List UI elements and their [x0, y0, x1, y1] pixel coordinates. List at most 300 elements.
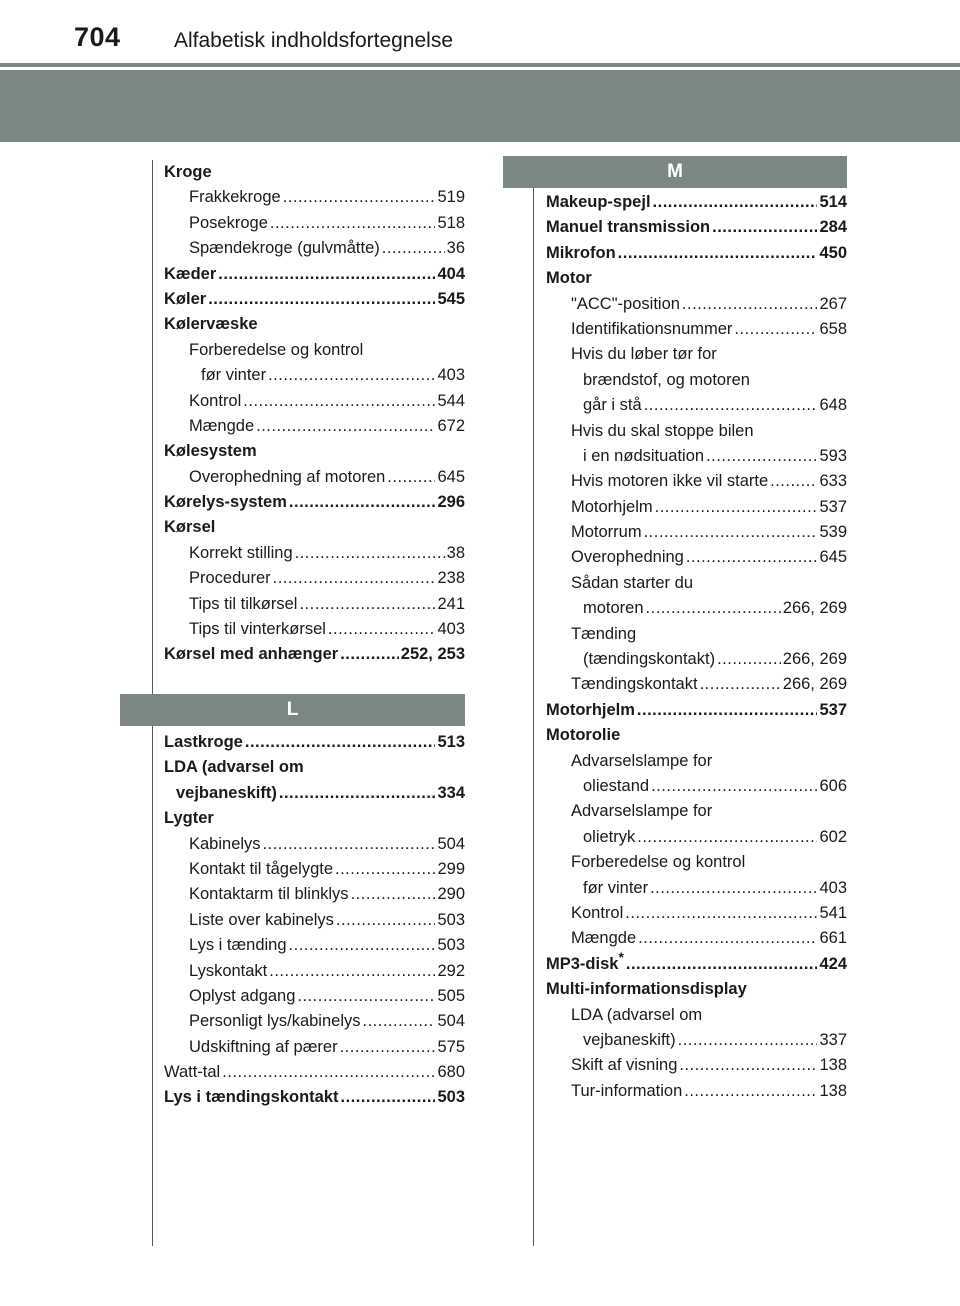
index-entry [546, 342, 847, 367]
entry-page: 513 [437, 733, 465, 751]
dot-leader [646, 596, 781, 621]
entry-term-text: Motorhjelm [571, 497, 653, 516]
dot-leader [679, 1053, 817, 1078]
entry-term [189, 211, 268, 236]
dot-leader [222, 1060, 435, 1085]
index-entry [546, 368, 847, 393]
entry-term-text: Kontaktarm til blinklys [189, 885, 349, 904]
dot-leader [684, 1079, 817, 1104]
index-entry [164, 959, 465, 984]
index-entry [546, 799, 847, 824]
entry-page: 503 [437, 910, 465, 929]
index-entry [164, 806, 465, 831]
entry-term-text: Advarselslampe for [571, 751, 713, 770]
dot-leader [655, 495, 818, 520]
entry-term [189, 857, 333, 882]
entry-page: 503 [437, 1088, 465, 1107]
entry-term-text: Lyskontakt [189, 961, 268, 980]
dot-leader [712, 215, 817, 240]
entry-term-text: olietryk [583, 827, 636, 846]
index-entry [546, 774, 847, 799]
index-entry [546, 952, 847, 977]
dot-leader [651, 774, 817, 799]
entry-term [164, 1085, 339, 1110]
entry-page: 606 [819, 776, 847, 795]
entry-term-text: oliestand [583, 776, 650, 795]
dot-leader [341, 1085, 436, 1110]
dot-leader [387, 465, 435, 490]
entry-term-text: Tips til vinterkørsel [189, 620, 326, 639]
entry-term [189, 882, 349, 907]
entry-term [546, 215, 710, 240]
entry-term [189, 414, 254, 439]
index-entry [546, 190, 847, 215]
entry-term-text: Tænding [571, 624, 637, 643]
entry-term-text: Forberedelse og kontrol [571, 853, 746, 872]
entry-term-text: MP3-disk [546, 954, 619, 973]
entry-term [164, 160, 212, 185]
entry-term [546, 190, 651, 215]
entry-term-text: Lys i tænding [189, 936, 287, 955]
entry-term [164, 490, 287, 515]
entry-term [571, 520, 642, 545]
index-entry [546, 622, 847, 647]
dot-leader [336, 908, 436, 933]
index-entry [546, 1079, 847, 1104]
index-entry [164, 566, 465, 591]
dot-leader [340, 642, 399, 667]
index-entry [546, 317, 847, 342]
index-entry [546, 698, 847, 723]
index-entry [164, 1009, 465, 1034]
index-entry [164, 160, 465, 185]
entry-term-text: Hvis du skal stoppe bilen [571, 421, 754, 440]
index-entry [164, 755, 465, 780]
entry-page: 658 [819, 319, 847, 338]
entry-term-text: Kølervæske [164, 315, 258, 334]
entry-page: 541 [819, 903, 847, 922]
index-entry [546, 850, 847, 875]
dot-leader [256, 414, 435, 439]
entry-page: 645 [819, 548, 847, 567]
entry-term [189, 465, 385, 490]
index-entry [164, 730, 465, 755]
entry-term-text: Kontrol [571, 903, 624, 922]
entry-page: 241 [437, 594, 465, 613]
entry-term-text: Overophedning af motoren [189, 467, 386, 486]
index-entry [164, 414, 465, 439]
entry-term [571, 571, 693, 596]
index-entry [164, 490, 465, 515]
dot-leader [297, 984, 435, 1009]
header-banner [0, 70, 960, 142]
index-entry [164, 1035, 465, 1060]
column-divider-right [533, 175, 534, 1246]
entry-term-text: vejbaneskift) [583, 1030, 676, 1049]
entry-page: 518 [437, 213, 465, 232]
index-entry [164, 882, 465, 907]
entry-term [176, 781, 277, 806]
dot-leader [283, 185, 436, 210]
entry-term [189, 832, 261, 857]
index-entry [164, 185, 465, 210]
entry-term [583, 393, 642, 418]
index-entry [546, 1053, 847, 1078]
entry-term-text: vejbaneskift) [176, 783, 277, 802]
dot-leader [351, 882, 436, 907]
entry-term-text: Motor [546, 269, 592, 288]
entry-term [189, 933, 287, 958]
entry-term [164, 312, 258, 337]
entry-page: 284 [819, 218, 847, 237]
entry-term [583, 774, 649, 799]
dot-leader [263, 832, 436, 857]
entry-term-text: Advarselslampe for [571, 802, 713, 821]
entry-term [164, 287, 206, 312]
entry-page: 296 [437, 493, 465, 512]
entry-term-text: Identifikationsnummer [571, 319, 733, 338]
entry-term [546, 952, 624, 977]
index-entry [546, 926, 847, 951]
entry-term [571, 292, 680, 317]
section-letter-m: M [503, 156, 847, 188]
index-entry [164, 211, 465, 236]
index-entry [546, 545, 847, 570]
entry-page: 138 [819, 1056, 847, 1075]
dot-leader [245, 730, 436, 755]
entry-page: 504 [437, 1012, 465, 1031]
entry-page: 648 [819, 396, 847, 415]
entry-term [583, 1028, 676, 1053]
entry-term [546, 977, 747, 1002]
entry-term [583, 596, 644, 621]
entry-term [189, 908, 334, 933]
index-entry [164, 541, 465, 566]
entry-term-text: Lygter [164, 809, 214, 828]
index-entry [546, 876, 847, 901]
entry-term [571, 622, 636, 647]
entry-term-text: Overophedning [571, 548, 684, 567]
entry-term [583, 876, 648, 901]
entry-term [571, 672, 698, 697]
dot-leader [644, 520, 818, 545]
entry-term-text: Procedurer [189, 569, 271, 588]
entry-page: 403 [819, 878, 847, 897]
entry-page: 519 [437, 188, 465, 207]
index-entry [164, 933, 465, 958]
dot-leader [770, 469, 817, 494]
entry-term [571, 799, 712, 824]
entry-term-text: Kontakt til tågelygte [189, 859, 334, 878]
entry-term [571, 317, 732, 342]
entry-page: 537 [819, 700, 847, 719]
index-entry [546, 520, 847, 545]
entry-page: 290 [437, 885, 465, 904]
index-entry [164, 389, 465, 414]
index-entry [546, 292, 847, 317]
entry-page: 505 [437, 986, 465, 1005]
dot-leader [638, 926, 817, 951]
entry-page: 504 [437, 834, 465, 853]
dot-leader [686, 545, 818, 570]
entry-term-text: Kabinelys [189, 834, 261, 853]
dot-leader [269, 959, 435, 984]
index-entry [546, 672, 847, 697]
dot-leader [279, 781, 436, 806]
page-title: Alfabetisk indholdsfortegnelse [174, 29, 454, 52]
index-entry [164, 592, 465, 617]
entry-term-text: Personligt lys/kabinelys [189, 1012, 361, 1031]
dot-leader [243, 389, 435, 414]
entry-term [189, 236, 380, 261]
index-column-right [546, 190, 847, 1104]
entry-term-text: brændstof, og motoren [583, 370, 750, 389]
entry-page: 266, 269 [782, 675, 847, 694]
entry-term-text: Køler [164, 289, 207, 308]
entry-term-text: Tændingskontakt [571, 675, 698, 694]
dot-leader [650, 876, 817, 901]
entry-term [189, 592, 297, 617]
entry-page: 424 [819, 954, 847, 973]
entry-page: 503 [437, 936, 465, 955]
index-entry [164, 832, 465, 857]
entry-term [571, 469, 768, 494]
dot-leader [289, 933, 436, 958]
dot-leader [270, 211, 436, 236]
entry-term-text: "ACC"-position [571, 294, 680, 313]
entry-term-text: Frakkekroge [189, 188, 281, 207]
entry-term [164, 755, 304, 780]
entry-term [571, 926, 636, 951]
entry-page: 593 [819, 446, 847, 465]
entry-page: 645 [437, 467, 465, 486]
dot-leader [653, 190, 818, 215]
entry-page: 633 [819, 472, 847, 491]
entry-term-text: Tips til tilkørsel [189, 594, 298, 613]
entry-term [164, 515, 215, 540]
entry-term-text: Makeup-spejl [546, 193, 651, 211]
dot-leader [218, 262, 435, 287]
entry-term [571, 342, 717, 367]
dot-leader [289, 490, 436, 515]
entry-term [571, 1079, 682, 1104]
entry-term-text: Kontrol [189, 391, 242, 410]
index-entry [164, 363, 465, 388]
index-entry [546, 571, 847, 596]
dot-leader [644, 393, 818, 418]
entry-term [571, 419, 754, 444]
entry-term-text: Manuel transmission [546, 218, 711, 237]
entry-term-text: Skift af visning [571, 1056, 678, 1075]
entry-term [583, 647, 715, 672]
index-entry [164, 984, 465, 1009]
dot-leader [273, 566, 436, 591]
dot-leader [706, 444, 817, 469]
entry-term [189, 566, 271, 591]
entry-page: 403 [437, 620, 465, 639]
index-entry [164, 1085, 465, 1110]
dot-leader [637, 698, 818, 723]
entry-term-text: Oplyst adgang [189, 986, 296, 1005]
entry-page: 450 [819, 243, 847, 262]
index-entry [546, 241, 847, 266]
entry-term [164, 439, 257, 464]
index-entry [164, 642, 465, 667]
entry-page: 238 [437, 569, 465, 588]
entry-term-text: Kørelys-system [164, 493, 287, 512]
entry-term [583, 825, 635, 850]
index-entry [164, 515, 465, 540]
entry-term [571, 901, 623, 926]
index-entry [164, 617, 465, 642]
entry-page: 266, 269 [782, 650, 847, 669]
dot-leader [268, 363, 435, 388]
entry-page: 266, 269 [782, 599, 847, 618]
index-entry [164, 338, 465, 363]
index-entry [546, 495, 847, 520]
dot-leader [340, 1035, 436, 1060]
index-entry [546, 444, 847, 469]
entry-term-text: Korrekt stilling [189, 543, 293, 562]
dot-leader [618, 241, 818, 266]
entry-term [571, 749, 712, 774]
index-entry [546, 749, 847, 774]
index-entry [164, 262, 465, 287]
entry-term-text: Mængde [571, 929, 637, 948]
entry-term-text: Liste over kabinelys [189, 910, 334, 929]
entry-term-text: Kølesystem [164, 442, 257, 461]
entry-term [571, 495, 653, 520]
entry-term-text: LDA (advarsel om [571, 1005, 703, 1024]
entry-page: 404 [437, 264, 465, 283]
entry-term [164, 806, 214, 831]
entry-term-text: Watt-tal [164, 1063, 221, 1082]
entry-page: 672 [437, 416, 465, 435]
entry-term-text: Tur-information [571, 1081, 683, 1100]
index-entry [546, 1028, 847, 1053]
dot-leader [734, 317, 817, 342]
entry-page: 252, 253 [400, 645, 465, 664]
entry-term [201, 363, 266, 388]
page-number: 704 [74, 22, 121, 52]
entry-page: 661 [819, 929, 847, 948]
entry-term [571, 1003, 702, 1028]
entry-term [189, 185, 281, 210]
entry-term-text: Motorrum [571, 523, 642, 542]
dot-leader [328, 617, 436, 642]
entry-term-text: Mikrofon [546, 243, 616, 262]
index-entry [546, 723, 847, 748]
dot-leader [363, 1009, 436, 1034]
header-rule [0, 63, 960, 67]
entry-term [571, 545, 684, 570]
entry-page: 539 [819, 523, 847, 542]
index-entry [164, 312, 465, 337]
entry-term-text: Kørsel med anhænger [164, 645, 339, 664]
entry-term-text: Kroge [164, 163, 212, 181]
index-entry [546, 647, 847, 672]
entry-term-text: Udskiftning af pærer [189, 1037, 338, 1056]
dot-leader [382, 236, 445, 261]
entry-term-text: Motorhjelm [546, 700, 635, 719]
dot-leader [299, 592, 435, 617]
entry-term [189, 1035, 338, 1060]
entry-term [189, 389, 241, 414]
entry-term-text: før vinter [201, 366, 267, 385]
entry-page: 138 [819, 1081, 847, 1100]
entry-term-text: (tændingskontakt) [583, 650, 716, 669]
dot-leader [625, 901, 817, 926]
entry-term-text: Forberedelse og kontrol [189, 340, 364, 359]
entry-term-text: Lys i tændingskontakt [164, 1088, 339, 1107]
entry-term-text: går i stå [583, 396, 642, 415]
entry-term [546, 266, 592, 291]
entry-page: 267 [819, 294, 847, 313]
entry-term-text: LDA (advarsel om [164, 758, 304, 777]
entry-page: 299 [437, 859, 465, 878]
entry-page: 334 [437, 783, 465, 802]
index-entry [546, 266, 847, 291]
index-entry [164, 465, 465, 490]
entry-term [189, 541, 293, 566]
entry-term-text: Kørsel [164, 518, 216, 537]
index-entry [164, 781, 465, 806]
entry-term-text: Sådan starter du [571, 573, 693, 592]
dot-leader [700, 672, 781, 697]
entry-term-text: i en nødsituation [583, 446, 705, 465]
index-entry [164, 1060, 465, 1085]
entry-term [546, 698, 635, 723]
dot-leader [295, 541, 445, 566]
index-entry [546, 469, 847, 494]
index-entry [164, 439, 465, 464]
index-entry [164, 236, 465, 261]
entry-term-text: Lastkroge [164, 733, 243, 751]
index-entry [546, 901, 847, 926]
entry-term-text: Spændekroge (gulvmåtte) [189, 239, 380, 258]
footnote-marker: * [618, 951, 624, 965]
dot-leader [682, 292, 818, 317]
entry-term [189, 984, 295, 1009]
entry-term [571, 850, 745, 875]
entry-page: 514 [819, 193, 847, 211]
page-header [0, 0, 960, 66]
index-entry [164, 287, 465, 312]
entry-term-text: Hvis motoren ikke vil starte [571, 472, 769, 491]
entry-term [189, 959, 267, 984]
index-entry [546, 977, 847, 1002]
entry-term-text: motoren [583, 599, 644, 618]
entry-term [189, 1009, 361, 1034]
index-entry [546, 1003, 847, 1028]
dot-leader [637, 825, 817, 850]
entry-page: 38 [446, 543, 465, 562]
entry-page: 602 [819, 827, 847, 846]
entry-term [164, 642, 338, 667]
dot-leader [717, 647, 781, 672]
entry-page: 537 [819, 497, 847, 516]
entry-page: 36 [446, 239, 465, 258]
entry-term [164, 262, 216, 287]
dot-leader [208, 287, 435, 312]
index-entry [546, 419, 847, 444]
entry-page: 544 [437, 391, 465, 410]
entry-term [546, 723, 620, 748]
entry-term [164, 1060, 220, 1085]
dot-leader [335, 857, 435, 882]
entry-term-text: før vinter [583, 878, 649, 897]
section-letter-l: L [120, 694, 465, 726]
